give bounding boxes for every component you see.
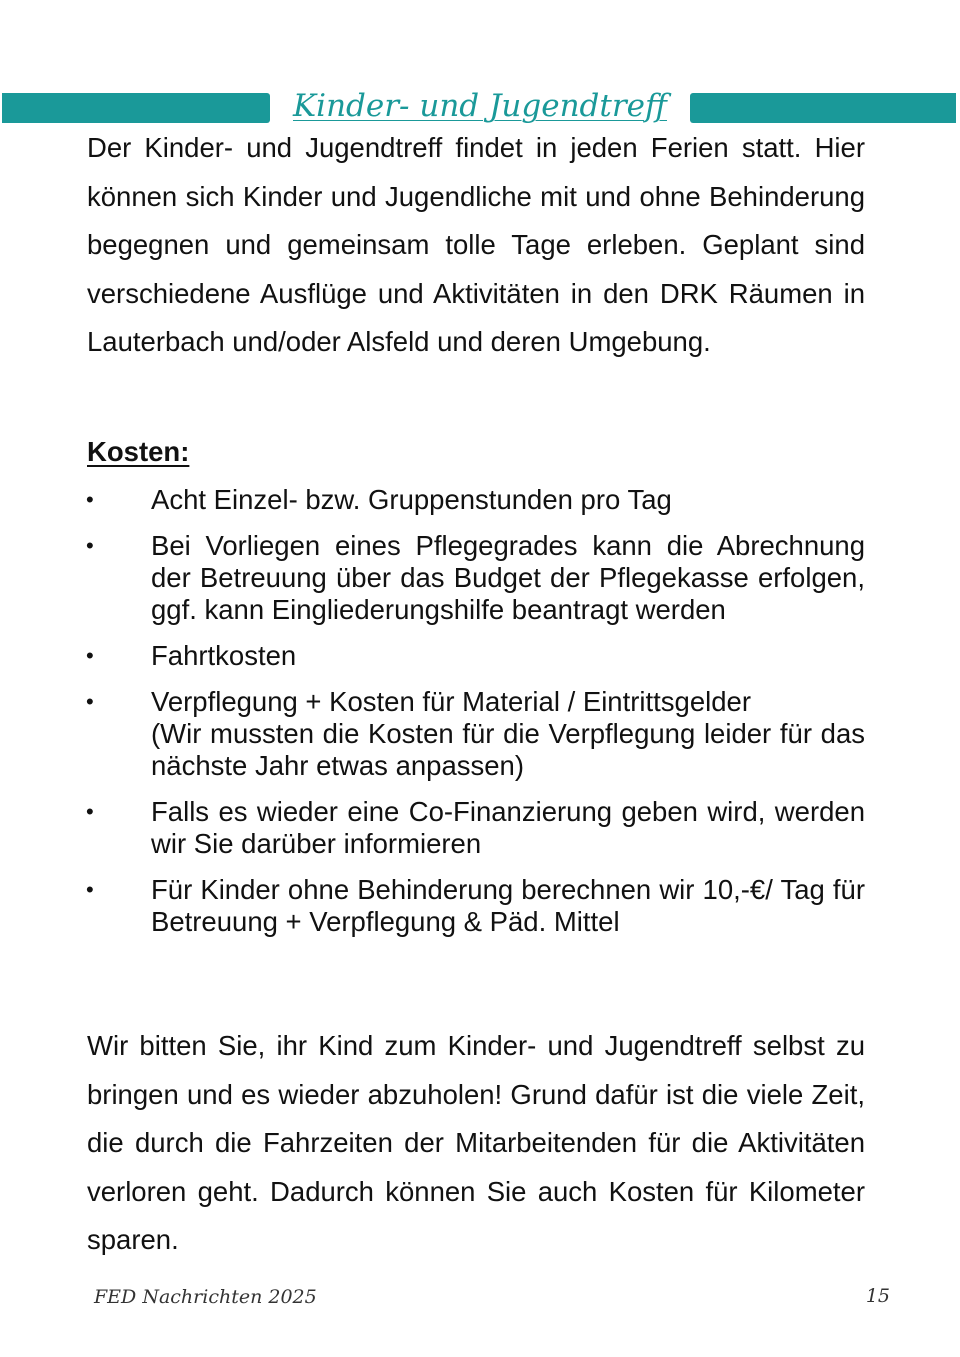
list-item-text: Fahrtkosten [151,640,297,671]
bullet-icon: • [86,533,94,558]
page-number: 15 [865,1285,890,1307]
list-item-text: Verpflegung + Kosten für Material / Eintrittsgelder [151,686,751,717]
bullet-icon: • [86,877,94,902]
bullet-icon: • [86,799,94,824]
costs-list [0,484,960,952]
header-band-left [2,93,270,123]
header-band-right [690,93,956,123]
list-item-text: Für Kinder ohne Behinderung berechnen wir 10,-€/ Tag für Betreuung + Verpflegung & Päd. Mittel [151,874,865,937]
footer-publication: FED Nachrichten 2025 [94,1286,317,1308]
bullet-icon: • [86,689,94,714]
costs-heading: Kosten: [87,436,190,467]
list-item-note: (Wir mussten die Kosten für die Verpflegung leider für das nächste Jahr etwas anpassen) [151,718,865,781]
bullet-icon: • [86,487,94,512]
bullet-icon: • [86,643,94,668]
list-item [0,796,960,860]
list-item [0,484,960,516]
page-title: Kinder- und Jugendtreff [293,88,667,124]
list-item [0,640,960,672]
list-item-text: Bei Vorliegen eines Pflegegrades kann die Abrechnung der Betreuung über das Budget der Pflegekasse erfolgen, ggf. kann Eingliederungshilfe beantragt werden [151,530,865,625]
list-item [0,686,960,782]
list-item-text: Acht Einzel- bzw. Gruppenstunden pro Tag [151,484,672,515]
list-item-text: Falls es wieder eine Co-Finanzierung geben wird, werden wir Sie darüber informieren [151,796,865,859]
intro-paragraph: Der Kinder- und Jugendtreff findet in jeden Ferien statt. Hier können sich Kinder und Jugendliche mit und ohne Behinderung begegnen und gemeinsam tolle Tage erleben. Geplant sind verschiedene Ausflüge und Aktivitäten in den DRK Räumen in Lauterbach und/oder Alsfeld und deren Umgebung. [87,132,865,357]
list-item [0,530,960,626]
closing-paragraph: Wir bitten Sie, ihr Kind zum Kinder- und Jugendtreff selbst zu bringen und es wieder abzuholen! Grund dafür ist die viele Zeit, die durch die Fahrzeiten der Mitarbeitenden für die Aktivitäten verloren geht. Dadurch können Sie auch Kosten für Kilometer sparen. [87,1030,865,1255]
list-item [0,874,960,938]
